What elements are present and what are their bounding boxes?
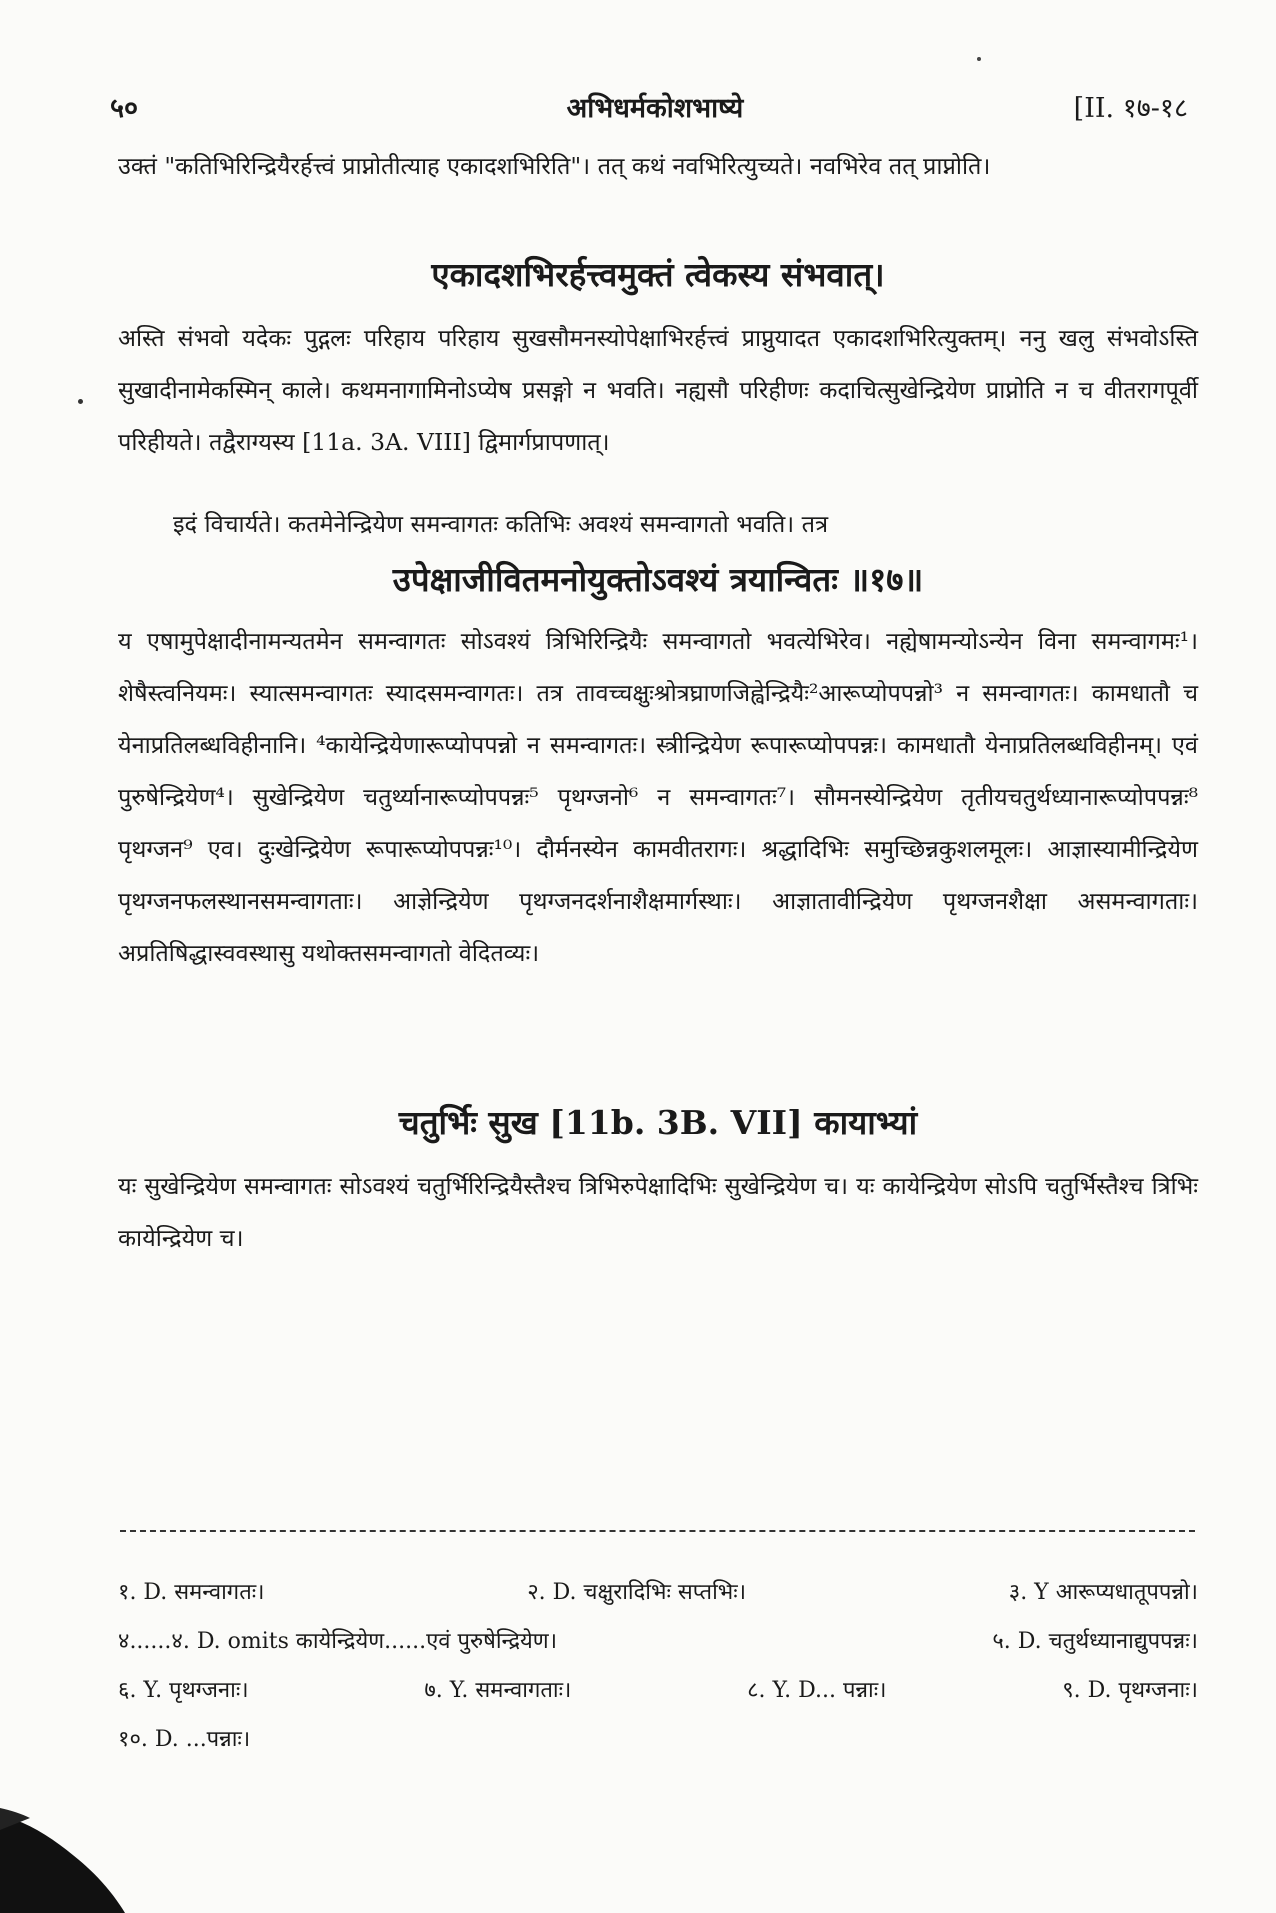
running-title: अभिधर्मकोशभाष्ये <box>566 93 744 124</box>
page-number: ५० <box>110 93 139 124</box>
paragraph-1 <box>118 140 1198 192</box>
section-reference: [II. १७-१८ <box>1073 93 1188 124</box>
footnote-row <box>118 1568 1198 1617</box>
paragraph-5 <box>118 1160 1198 1264</box>
footnotes <box>118 1568 1198 1764</box>
verse-karika-2: उपेक्षाजीवितमनोयुक्तोऽवश्यं त्रयान्वितः ॥१७॥ <box>392 560 924 599</box>
footnote-3: ३. Y आरूप्यधातूपपन्नो। <box>1008 1580 1198 1605</box>
footnote-7: ७. Y. समन्वागताः। <box>424 1678 572 1703</box>
scan-ink-smudge <box>0 1790 140 1913</box>
paragraph-text: उक्तं "कतिभिरिन्द्रियैरर्हत्त्वं प्राप्नोतीत्याह एकादशभिरिति"। तत् कथं नवभिरित्युच्यते। नवभिरेव तत् प्राप्नोति। <box>118 152 991 180</box>
ink-speck <box>977 57 981 61</box>
verse-karika-1: एकादशभिरर्हत्त्वमुक्तं त्वेकस्य संभवात्। <box>431 255 885 294</box>
footnote-6: ६. Y. पृथग्जनाः। <box>118 1678 249 1703</box>
footnote-9: ९. D. पृथग्जनाः। <box>1062 1678 1198 1703</box>
footnote-5: ५. D. चतुर्थध्यानाद्युपपन्नः। <box>992 1629 1198 1654</box>
paragraph-text: अस्ति संभवो यदेकः पुद्गलः परिहाय परिहाय सुखसौमनस्योपेक्षाभिरर्हत्त्वं प्राप्नुयादत एकादशभिरित्युक्तम्। ननु खलु संभवोऽस्ति सुखादीनामेकस्मिन् काले। कथमनागामिनोऽप्येष प्रसङ्गो न भवति। नह्यसौ परिहीणः कदाचित्सुखेन्द्रियेण प्राप्नोति न च वीतरागपूर्वी परिहीयते। तद्वैराग्यस्य [11a. 3A. VIII] द्विमार्गप्रापणात्। <box>118 324 1198 456</box>
footnote-row <box>118 1617 1198 1666</box>
footnote-2: २. D. चक्षुरादिभिः सप्तभिः। <box>527 1580 747 1605</box>
footnote-1: १. D. समन्वागतः। <box>118 1580 265 1605</box>
footnote-4: ४......४. D. omits कायेन्द्रियेण......एवं पुरुषेन्द्रियेण। <box>118 1629 558 1654</box>
paragraph-2 <box>118 312 1198 468</box>
footnote-8: ८. Y. D... पन्नाः। <box>747 1678 887 1703</box>
paragraph-3 <box>118 498 1198 550</box>
paragraph-text: य एषामुपेक्षादीनामन्यतमेन समन्वागतः सोऽवश्यं त्रिभिरिन्द्रियैः समन्वागतो भवत्येभिरेव। नह्येषामन्योऽन्येन विना समन्वागमः¹। शेषैस्त्वनियमः। स्यात्समन्वागतः स्यादसमन्वागतः। तत्र तावच्चक्षुःश्रोत्रघ्राणजिह्वेन्द्रियैः²आरूप्योपपन्नो³ न समन्वागतः। कामधातौ च येनाप्रतिलब्धविहीनानि। ⁴कायेन्द्रियेणारूप्योपपन्नो न समन्वागतः। स्त्रीन्द्रियेण रूपारूप्योपपन्नः। कामधातौ येनाप्रतिलब्धविहीनम्। एवं पुरुषेन्द्रियेण⁴। सुखेन्द्रियेण चतुर्थ्यानारूप्योपपन्नः⁵ पृथग्जनो⁶ न समन्वागतः⁷। सौमनस्येन्द्रियेण तृतीयचतुर्थध्यानारूप्योपपन्नः⁸ पृथग्जन⁹ एव। दुःखेन्द्रियेण रूपारूप्योपपन्नः¹⁰। दौर्मनस्येन कामवीतरागः। श्रद्धादिभिः समुच्छिन्नकुशलमूलः। आज्ञास्यामीन्द्रियेण पृथग्जनफलस्थानसमन्वागताः। आज्ञेन्द्रियेण पृथग्जनदर्शनाशैक्षमार्गस्थाः। आज्ञातावीन्द्रियेण पृथग्जनशैक्षा असमन्वागताः। अप्रतिषिद्धास्ववस्थासु यथोक्तसमन्वागतो वेदितव्यः। <box>118 627 1198 967</box>
footnote-divider <box>120 1530 1195 1532</box>
footnote-row <box>118 1666 1198 1715</box>
margin-mark <box>78 399 83 404</box>
verse-karika-3: चतुर्भिः सुख [11b. 3B. VII] कायाभ्यां <box>398 1103 918 1142</box>
paragraph-text: यः सुखेन्द्रियेण समन्वागतः सोऽवश्यं चतुर्भिरिन्द्रियैस्तैश्च त्रिभिरुपेक्षादिभिः सुखेन्द्रियेण च। यः कायेन्द्रियेण सोऽपि चतुर्भिस्तैश्च त्रिभिः कायेन्द्रियेण च। <box>118 1172 1198 1252</box>
paragraph-text: इदं विचार्यते। कतमेनेन्द्रियेण समन्वागतः कतिभिः अवश्यं समन्वागतो भवति। तत्र <box>173 510 829 538</box>
paragraph-4 <box>118 615 1198 979</box>
footnote-10: १०. D. ...पन्नाः। <box>118 1727 251 1752</box>
footnote-row <box>118 1715 1198 1764</box>
running-header <box>110 88 1200 128</box>
